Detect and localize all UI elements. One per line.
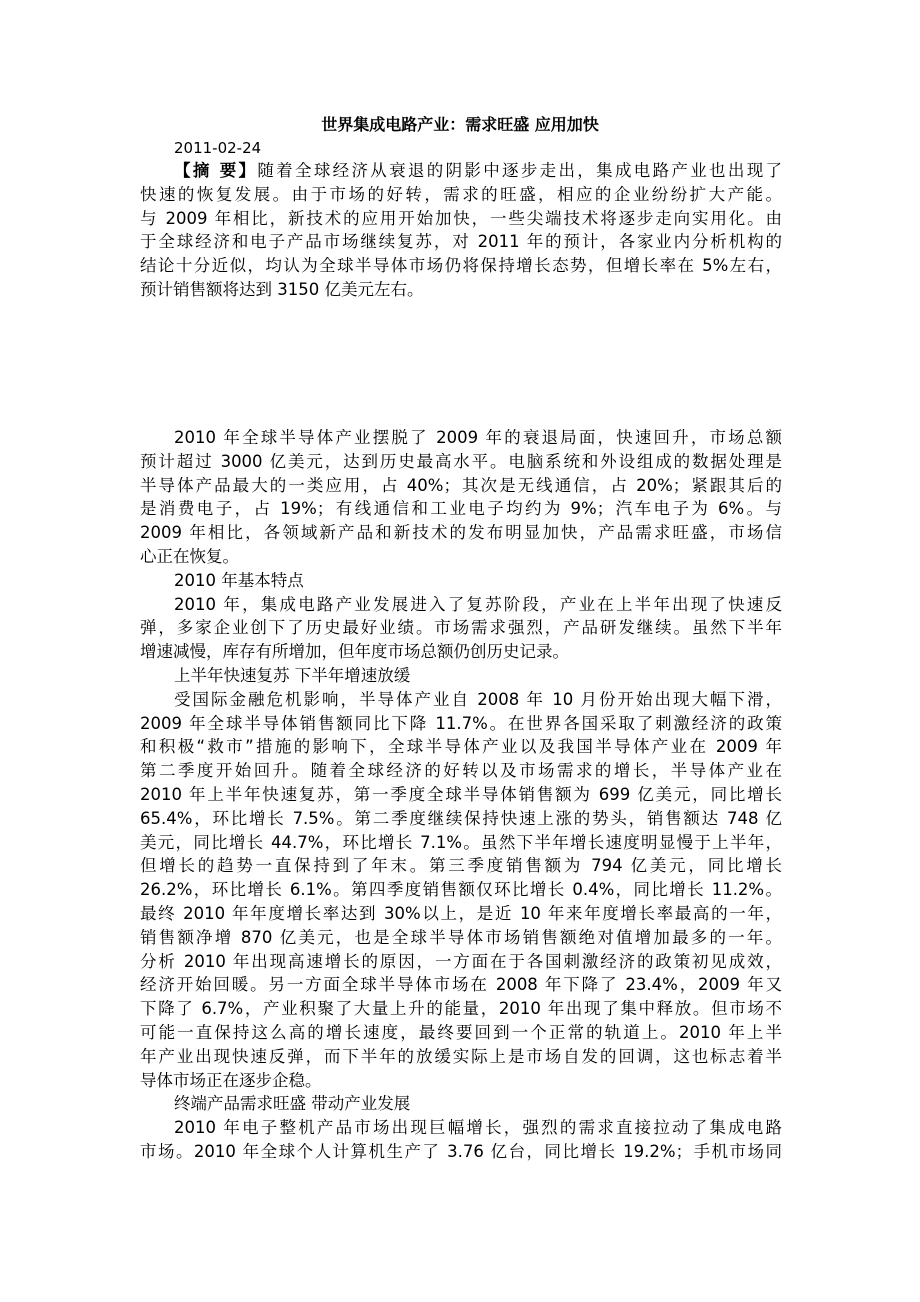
- paragraph-line: 导体市场正在逐步企稳。: [140, 1070, 322, 1090]
- paragraph-line: 2009 年全球半导体销售额同比下降 11.7%。在世界各国采取了刺激经济的政策: [140, 713, 782, 733]
- paragraph-line: 下降了 6.7%，产业积聚了大量上升的能量，2010 年出现了集中释放。但市场不: [140, 999, 782, 1019]
- summary-line: 【摘 要】随着全球经济从衰退的阴影中逐步走出，集成电路产业也出现了: [174, 161, 783, 180]
- paragraph-line: 最终 2010 年年度增长率达到 30%以上，是近 10 年来年度增长率最高的一年，: [140, 903, 782, 923]
- paragraph-line: 分析 2010 年出现高速增长的原因，一方面在于各国刺激经济的政策初见成效，: [140, 951, 782, 971]
- summary-paragraph: [140, 159, 782, 302]
- paragraph-line: 销售额净增 870 亿美元，也是全球半导体市场销售额绝对值增加最多的一年。: [140, 927, 782, 947]
- paragraph-line: 2010 年全球半导体产业摆脱了 2009 年的衰退局面，快速回升，市场总额: [174, 428, 782, 447]
- paragraph-line: 和积极“救市”措施的影响下，全球半导体产业以及我国半导体产业在 2009 年: [140, 737, 782, 757]
- paragraph-line: 2010 年上半年快速复苏，第一季度全球半导体销售额为 699 亿美元，同比增长: [140, 784, 782, 804]
- summary-line: 结论十分近似，均认为全球半导体市场仍将保持增长态势，但增长率在 5%左右，: [140, 256, 782, 276]
- paragraph-line: 经济开始回暖。另一方面全球半导体市场在 2008 年下降了 23.4%，2009 年又: [140, 975, 782, 995]
- document-title: 世界集成电路产业：需求旺盛 应用加快: [321, 115, 599, 134]
- paragraph-line: 半导体产品最大的一类应用，占 40%；其次是无线通信，占 20%；紧跟其后的: [140, 475, 782, 495]
- paragraph-line: 2009 年相比，各领域新产品和新技术的发布明显加快，产品需求旺盛，市场信: [140, 523, 782, 543]
- paragraph-line: 第二季度开始回升。随着全球经济的好转以及市场需求的增长，半导体产业在: [140, 761, 782, 781]
- paragraph-line: 受国际金融危机影响，半导体产业自 2008 年 10 月份开始出现大幅下滑，: [174, 689, 782, 709]
- paragraph-line: 是消费电子，占 19%；有线通信和工业电子均约为 9%；汽车电子为 6%。与: [140, 499, 782, 519]
- summary-line: 快速的恢复发展。由于市场的好转，需求的旺盛，相应的企业纷纷扩大产能。: [140, 184, 782, 204]
- summary-label: 【摘 要】: [174, 161, 258, 180]
- body-text: [140, 426, 782, 1164]
- paragraph-line: 美元，同比增长 44.7%，环比增长 7.1%。虽然下半年增长速度明显慢于上半年，: [140, 832, 782, 852]
- paragraph-line: 65.4%，环比增长 7.5%。第二季度继续保持快速上涨的势头，销售额达 748 亿: [140, 808, 782, 828]
- section-heading: 终端产品需求旺盛 带动产业发展: [174, 1094, 411, 1114]
- section-heading: 上半年快速复苏 下半年增速放缓: [174, 665, 411, 685]
- paragraph-line: 26.2%，环比增长 6.1%。第四季度销售额仅环比增长 0.4%，同比增长 11.2%。: [140, 880, 782, 900]
- paragraph-line: 但增长的趋势一直保持到了年末。第三季度销售额为 794 亿美元，同比增长: [140, 856, 782, 876]
- publish-date: 2011-02-24: [174, 139, 262, 157]
- paragraph-line: 弹，多家企业创下了历史最好业绩。市场需求强烈，产品研发继续。虽然下半年: [140, 618, 782, 638]
- paragraph-line: 市场。2010 年全球个人计算机生产了 3.76 亿台，同比增长 19.2%；手机市场同: [140, 1141, 782, 1161]
- paragraph-line: 心正在恢复。: [140, 546, 239, 566]
- section-heading: 2010 年基本特点: [174, 570, 304, 590]
- summary-line: 于全球经济和电子产品市场继续复苏，对 2011 年的预计，各家业内分析机构的: [140, 232, 782, 252]
- paragraph-line: 2010 年电子整机产品市场出现巨幅增长，强烈的需求直接拉动了集成电路: [174, 1118, 782, 1138]
- paragraph-line: 预计超过 3000 亿美元，达到历史最高水平。电脑系统和外设组成的数据处理是: [140, 451, 782, 471]
- paragraph-line: 年产业出现快速反弹，而下半年的放缓实际上是市场自发的回调，这也标志着半: [140, 1046, 782, 1066]
- paragraph-line: 可能一直保持这么高的增长速度，最终要回到一个正常的轨道上。2010 年上半: [140, 1022, 782, 1042]
- paragraph-line: 2010 年，集成电路产业发展进入了复苏阶段，产业在上半年出现了快速反: [174, 594, 782, 614]
- summary-line: 预计销售额将达到 3150 亿美元左右。: [140, 279, 424, 299]
- summary-line: 与 2009 年相比，新技术的应用开始加快，一些尖端技术将逐步走向实用化。由: [140, 208, 782, 228]
- paragraph-line: 增速减慢，库存有所增加，但年度市场总额仍创历史记录。: [140, 642, 569, 662]
